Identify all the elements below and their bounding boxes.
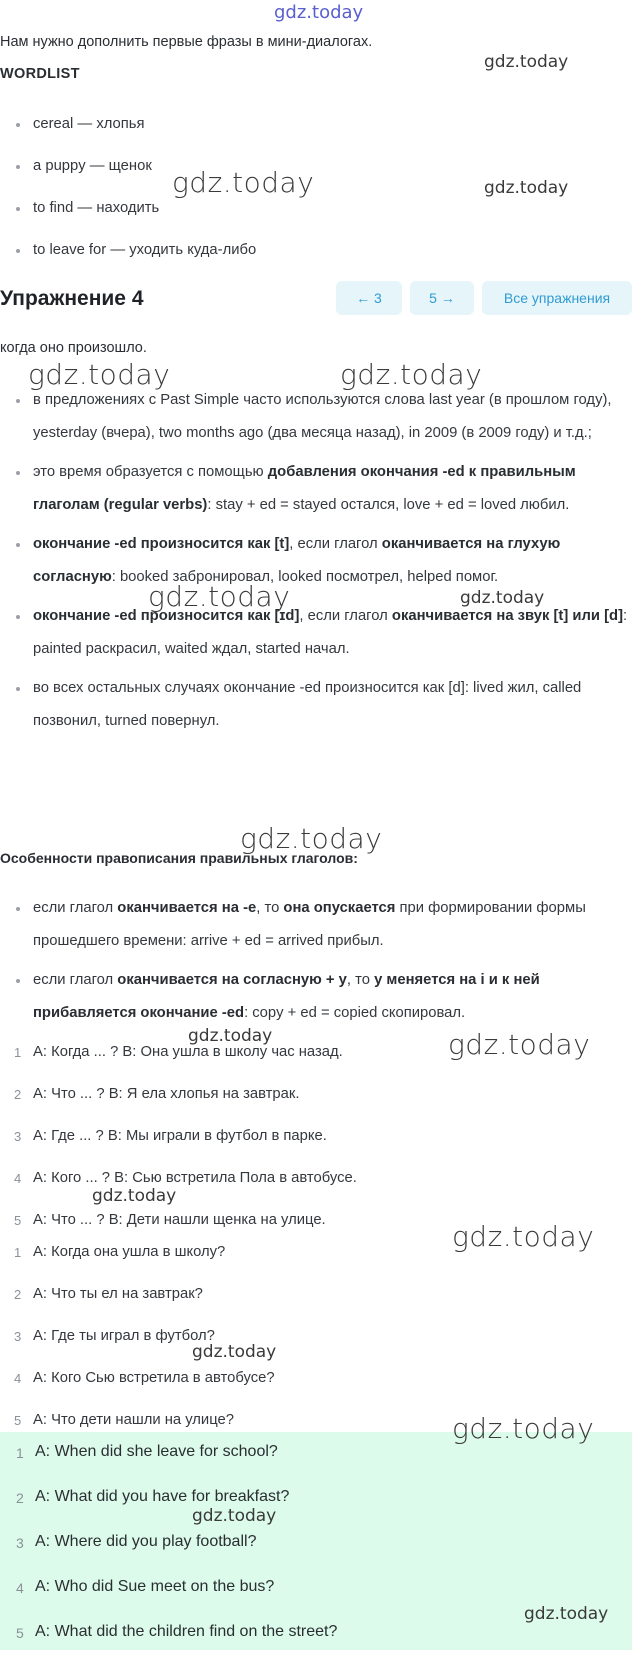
bold-segment: она опускается: [283, 900, 396, 916]
watermark: gdz.today: [448, 1028, 591, 1061]
bold-segment: добавления окончания -ed к правильным глаголам (regular verbs): [33, 464, 576, 513]
item-number: 2: [16, 1490, 24, 1506]
item-text: A: What did the children find on the street?: [35, 1623, 338, 1640]
watermark: gdz.today: [28, 358, 171, 391]
bold-segment: оканчивается на глухую согласную: [33, 536, 561, 585]
watermark: gdz.today: [148, 580, 291, 613]
wordlist: [0, 114, 632, 282]
item-number: 1: [14, 1045, 22, 1060]
answer-item: [0, 1326, 632, 1368]
text-segment: : stay + ed = stayed остался, love + ed = loved любил.: [207, 497, 570, 513]
item-text: A: Что дети нашли на улице?: [33, 1412, 234, 1428]
theory-item: [0, 964, 632, 1030]
watermark-top: gdz.today: [274, 2, 364, 23]
watermark: gdz.today: [484, 178, 569, 198]
bold-segment: у меняется на i и к ней прибавляется окончание -ed: [33, 972, 540, 1021]
item-number: 2: [14, 1287, 22, 1302]
theory-item: [0, 384, 632, 450]
wordlist-item: to find — находить: [0, 198, 632, 240]
item-number: 4: [14, 1171, 22, 1186]
wordlist-item: a puppy — щенок: [0, 156, 632, 198]
item-number: 1: [14, 1245, 22, 1260]
item-text: A: When did she leave for school?: [35, 1443, 278, 1460]
answer-item: [0, 1487, 632, 1532]
item-number: 3: [14, 1329, 22, 1344]
item-text: A: Когда ... ? B: Она ушла в школу час назад.: [33, 1044, 343, 1060]
answer-item: [0, 1368, 632, 1410]
item-text: A: Что ... ? B: Я ела хлопья на завтрак.: [33, 1086, 300, 1102]
text-segment: : copy + ed = copied скопировал.: [244, 1005, 466, 1021]
task-item: [0, 1126, 632, 1168]
theory-item: [0, 892, 632, 958]
answer-en-list: [0, 1442, 632, 1667]
text-segment: если глагол: [33, 972, 118, 988]
watermark: gdz.today: [240, 822, 383, 855]
item-number: 1: [16, 1445, 24, 1461]
item-number: 4: [14, 1371, 22, 1386]
bold-segment: окончание -ed произносится как [ɪd]: [33, 608, 300, 624]
text-segment: , то: [256, 900, 284, 916]
item-number: 5: [16, 1625, 24, 1641]
item-text: A: Кого ... ? B: Сью встретила Пола в автобусе.: [33, 1170, 357, 1186]
item-text: A: Когда она ушла в школу?: [33, 1244, 226, 1260]
watermark: gdz.today: [192, 1342, 277, 1362]
spelling-title: Особенности правописания правильных глаголов:: [0, 850, 358, 866]
item-number: 2: [14, 1087, 22, 1102]
text-segment: , если глагол: [289, 536, 382, 552]
prev-exercise-button[interactable]: ← 3: [336, 281, 402, 315]
text-segment: во всех остальных случаях окончание -ed произносится как [d]: lived жил, called позвонил, turned повернул.: [33, 680, 582, 729]
answer-item: [0, 1442, 632, 1487]
theory-list: [0, 384, 632, 744]
exercise-header: [0, 280, 632, 320]
watermark: gdz.today: [460, 588, 545, 608]
item-number: 4: [16, 1580, 24, 1596]
theory-item: [0, 672, 632, 738]
answer-item: [0, 1532, 632, 1577]
wordlist-title: WORDLIST: [0, 66, 80, 82]
watermark: gdz.today: [172, 166, 315, 199]
item-text: A: Что ... ? B: Дети нашли щенка на улице.: [33, 1212, 326, 1228]
theory-item: [0, 600, 632, 666]
next-exercise-button[interactable]: 5 →: [410, 281, 474, 315]
intro-text: Нам нужно дополнить первые фразы в мини-диалогах.: [0, 34, 373, 50]
text-segment: если глагол: [33, 900, 118, 916]
theory-item: [0, 456, 632, 522]
item-number: 3: [14, 1129, 22, 1144]
bold-segment: окончание -ed произносится как [t]: [33, 536, 290, 552]
answer-item: [0, 1284, 632, 1326]
watermark: gdz.today: [92, 1186, 177, 1206]
wordlist-item: cereal — хлопья: [0, 114, 632, 156]
all-exercises-button[interactable]: Все упражнения: [482, 281, 632, 315]
item-text: A: Где ты играл в футбол?: [33, 1328, 215, 1344]
text-segment: : painted раскрасил, waited ждал, started начал.: [33, 608, 628, 657]
item-text: A: Кого Сью встретила в автобусе?: [33, 1370, 275, 1386]
watermark: gdz.today: [524, 1604, 609, 1624]
item-text: A: Где ... ? B: Мы играли в футбол в парке.: [33, 1128, 327, 1144]
theory-lead: когда оно произошло.: [0, 340, 147, 356]
bold-segment: оканчивается на -е: [117, 900, 257, 916]
item-text: A: Where did you play football?: [35, 1533, 257, 1550]
wordlist-item: to leave for — уходить куда-либо: [0, 240, 632, 282]
watermark: gdz.today: [452, 1412, 595, 1445]
task-item: [0, 1084, 632, 1126]
text-segment: , если глагол: [299, 608, 392, 624]
item-number: 5: [14, 1213, 22, 1228]
text-segment: , то: [346, 972, 375, 988]
text-segment: это время образуется с помощью: [33, 464, 268, 480]
spelling-list: [0, 892, 632, 1036]
exercise-title: Упражнение 4: [0, 287, 144, 310]
item-text: A: Who did Sue meet on the bus?: [35, 1578, 275, 1595]
bold-segment: оканчивается на звук [t] или [d]: [391, 608, 623, 624]
item-number: 3: [16, 1535, 24, 1551]
watermark: gdz.today: [188, 1026, 273, 1046]
text-segment: в предложениях с Past Simple часто используются слова last year (в прошлом году), yesterday (вчера), two months ago (два месяца назад), in 2009 (в 2009 году) и т.д.;: [33, 392, 612, 441]
theory-item: [0, 528, 632, 594]
watermark: gdz.today: [452, 1220, 595, 1253]
bold-segment: оканчивается на согласную + у: [117, 972, 347, 988]
watermark: gdz.today: [340, 358, 483, 391]
watermark: gdz.today: [484, 52, 569, 72]
text-segment: : booked забронировал, looked посмотрел, helped помог.: [111, 569, 499, 585]
answer-item: [0, 1622, 632, 1667]
item-text: A: What did you have for breakfast?: [35, 1488, 290, 1505]
watermark: gdz.today: [192, 1506, 277, 1526]
text-segment: при формировании формы прошедшего времени: arrive + ed = arrived прибыл.: [33, 900, 586, 949]
item-text: A: Что ты ел на завтрак?: [33, 1286, 203, 1302]
item-number: 5: [14, 1413, 22, 1428]
